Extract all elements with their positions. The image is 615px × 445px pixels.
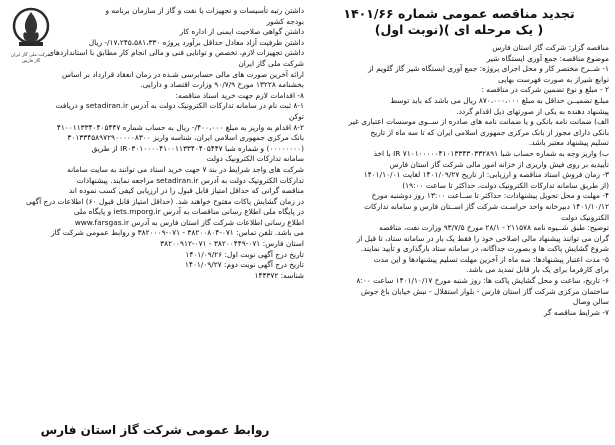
left-body [6, 48, 304, 281]
notice-title: تجدید مناقصه عمومی شماره ۱۴۰۱/۶۶ [343, 6, 575, 21]
left-top-text-line: داشتن گواهی صلاحیت ایمنی از اداره کار [179, 27, 304, 37]
left-text-line: توکن [288, 111, 304, 121]
right-text-line: تسلیم پیشنهاد معتبر باشد. [528, 138, 609, 148]
right-text-line: موضوع مناقصه: جمع آوری ایستگاه شیر [486, 53, 609, 63]
left-top-body [56, 6, 304, 48]
left-text-line: می باشد. تلفن تماس: ۰۷۱-۳۸۲۰۰۸۰۴ - ۰۷۱-۳۸۲۰۰۰۹ و روابط عمومی شرکت گاز [51, 228, 304, 238]
right-text-line: توضیح: طبق شــیوه نامه ۲۱۱۵۷۸ - ۲۸/۱ مورخ ۹۳/۷/۵ وزارت نفت، مناقصه [379, 223, 609, 233]
right-text-line: ۴- مهلت و محل تحویل پیشنهادات: حداکثر تا ســاعت ۱۳:۰۰ روز دوشنبه مورخ [371, 191, 609, 201]
left-text-line: بانک مرکزی جمهوری اسلامی ایران، شناسه واریز ۳۰۱۳۳۴۵۸۹۷۲۹۰۰۰۰۰۸۳۰۰ [67, 133, 304, 143]
flame-icon [23, 12, 38, 42]
left-text-line: بخشنامه ۱۳۲۲۸ مورخ ۹۰/۷/۹ وزارت اقتصاد و دارایی. [140, 80, 304, 90]
left-text-line: استان فارس: ۰۷۱-۳۸۲۰۰۴۴۹ - ۰۷۱-۳۸۲۰۰۹۱۲ [160, 239, 304, 249]
right-text-line: الکترونیک دولت [561, 212, 609, 222]
right-text-line: سالن وصال [572, 297, 609, 307]
company-logo [10, 6, 52, 64]
right-text-line: ساختمان مرکزی شرکت گاز استان فارس - بلوار استقلال - نبش خیابان باغ جوش [361, 286, 609, 296]
logo-text-1: شرکت ملی گاز ایران [11, 53, 51, 58]
right-text-line: ۶- تاریخ، ساعت و محل گشایش پاکت ها: روز شنبه مورخ ۱۴۰۱/۱۰/۱۷ ساعت ۸:۰۰ [356, 276, 609, 286]
right-text-line: شروع گشایش پاکت ها و بصورت جداگانه، در سامانه ستاد بارگذاری و تأیید نمایند. [360, 244, 609, 254]
right-text-line: ۱- شــرح مختصر کار و محل اجرای پروژه: جمع آوری ایستگاه شیر گاز گلویم از [368, 64, 609, 74]
right-text-line: پیشنهاد دهنده به یکی از صورتهای ذیل اقدام گردد. [456, 106, 609, 116]
left-text-line: ۸-۲ اقدام به واریز به مبلغ ۴۰۰،۰۰۰/- ریال به حساب شماره ۴۱۰۰۱۱۳۳۴۰۴۰۵۴۴۷ [56, 122, 304, 132]
right-text-line: ۱۴۰۱/۱۰/۱۲ دبیرخانه واحد حراسـت شرکت گاز اســتان فارس و سامانه تدارکات [364, 201, 609, 211]
right-text-line: ۷- شرایط مناقصه گر [543, 307, 609, 317]
right-text-line: الف) ضمانت نامه بانکی و یا ضمانت نامه های صادره از ســوی موسسات اعتباری غیر [348, 117, 609, 127]
left-text-line: مناقصه گرانی که حداقل امتیاز قابل قبول را در ارزیابی کیفی کسب نموده اند [68, 186, 304, 196]
left-text-line: در زمان گشایش پاکات مفتوح خواهند شد. (حداقل امتیاز قابل قبول ۶۰) اطلاعات درج آگهی [26, 196, 304, 206]
right-text-line: ۳- زمان فروش اسناد مناقصه و ارزیابی: از تاریخ ۱۴۰۱/۰۹/۲۷ لغایت ۱۴۰۱/۱۰/۰۱ [363, 170, 609, 180]
right-text-line: مبلـغ تضمیــن حداقل به مبلغ ۸۷۰،۰۰۰،۰۰۰ ریال می باشد که باید توسط [390, 95, 609, 105]
left-text-line: داشتن تجهیزات لازم، تخصص و توانایی فنی و مالی انجام کار مطابق با استانداردهای [47, 48, 304, 58]
left-top-text-line: داشتن ظرفیت آزاد معادل حداقل برآورد پروژه ۱۷،۲۴۵،۵۸۱،۳۳۰/- ریال [88, 37, 304, 47]
logo-text-2: گاز فارس [21, 59, 41, 64]
logo-base [19, 42, 43, 46]
left-text-line: تاریخ درج آگهی نوبت اول: ۱۴۰۱/۰۹/۲۶ [185, 249, 304, 259]
public-relations-footer: روابط عمومی شرکت گاز استان فارس [40, 423, 270, 437]
left-text-line: تاریخ درج آگهی نوبت دوم: ۱۴۰۱/۰۹/۲۷ [184, 260, 304, 270]
gas-company-logo-icon [10, 6, 52, 64]
left-text-line: ۸-۱ ثبت نام در سامانه تدارکات الکترونیک دولت به آدرس setadiran.ir و دریافت [55, 101, 304, 111]
right-body [309, 43, 609, 318]
left-text-line: سامانه تدارکات الکترونیک دولت [206, 154, 304, 164]
left-text-line: در پایگاه ملی اطلاع رسانی مناقصات به آدرس iets.mporg.ir و پایگاه ملی [73, 207, 304, 217]
left-text-line: ۸- اقدامات لازم جهت خرید اسناد مناقصه: [175, 90, 304, 100]
right-text-line: بانکی دارای مجوز از بانک مرکزی جمهوری اسلامی ایران که تا سه ماه از تاریخ [370, 127, 609, 137]
right-column [309, 6, 609, 439]
left-column [6, 6, 304, 439]
left-text-line: تدارکات الکترونیک دولت به آدرس setadiran.ir مراجعه نمایند. پیشنهادات [76, 175, 304, 185]
right-text-line: توابع شیراز به صورت فهرست بهایی [498, 74, 609, 84]
left-text-line: شناسه: ۱۴۴۳۷۲ [254, 270, 304, 280]
right-text-line: برای کارفرما برای یک بار قابل تمدید می باشد. [466, 265, 609, 275]
left-text-line: ارائه آخرین صورت های مالی حسابرسی شـده در زمان انعقاد قرارداد بر اساس [61, 69, 304, 79]
left-text-line: (۰۰۰۰۰۰۰۰) و شماره شبا IR۰۳۰۱۰۰۰۰۴۱۰۰۱۱۳۳۴۰۴۰۵۴۴۷ از طریق [91, 143, 304, 153]
notice-subtitle: ( یک مرحله ای )(نوبت اول) [374, 22, 544, 37]
left-top-text-line: بودجه کشور [266, 16, 304, 26]
left-top-text-line: داشتن رتبه تأسیسات و تجهیزات یا نفت و گاز از سازمان برنامه و [105, 6, 304, 15]
right-text-line: (از طریق سامانه تدارکات الکترونیک دولت، حداکثر تا ساعت ۱۹:۰۰) [402, 180, 609, 190]
right-text-line: تأییدیه بر روی فیش واریزی از خزانه امور مالی شرکت گاز استان فارس [389, 159, 609, 169]
left-text-line: شرکت های واجد شرایط در بند ۷ جهت خرید اسناد می توانند به سایت سامانه [67, 164, 304, 174]
left-text-line: شرکت ملی گاز ایران [238, 58, 304, 68]
right-text-line: ۵- مدت اعتبار پیشنهادها: سه ماه از آخرین مهلت تسلیم پیشنهادها و این مدت [373, 254, 609, 264]
right-text-line: ب) واریز وجه به شماره حساب شبا IR ۷۱۰۱۰۰۰۰۰۴۱۰۱۳۳۴۳۰۳۳۲۸۹۱ با اخذ [373, 148, 609, 158]
left-text-line: اطلاع رسانی اطلاعات شرکت گاز استان فارس به آدرس www.farsgas.ir [74, 217, 304, 227]
right-text-line: گران می توانند پیشنهاد مالی اصلاحی خود را فقط یک بار در سامانه ستاد، تا قبل از [356, 233, 609, 243]
right-text-line: مناقصه گزار: شرکت گاز استان فارس [492, 43, 609, 52]
right-text-line: ۲ - مبلغ و نوع تضمین شرکت در مناقصه : [481, 85, 609, 95]
